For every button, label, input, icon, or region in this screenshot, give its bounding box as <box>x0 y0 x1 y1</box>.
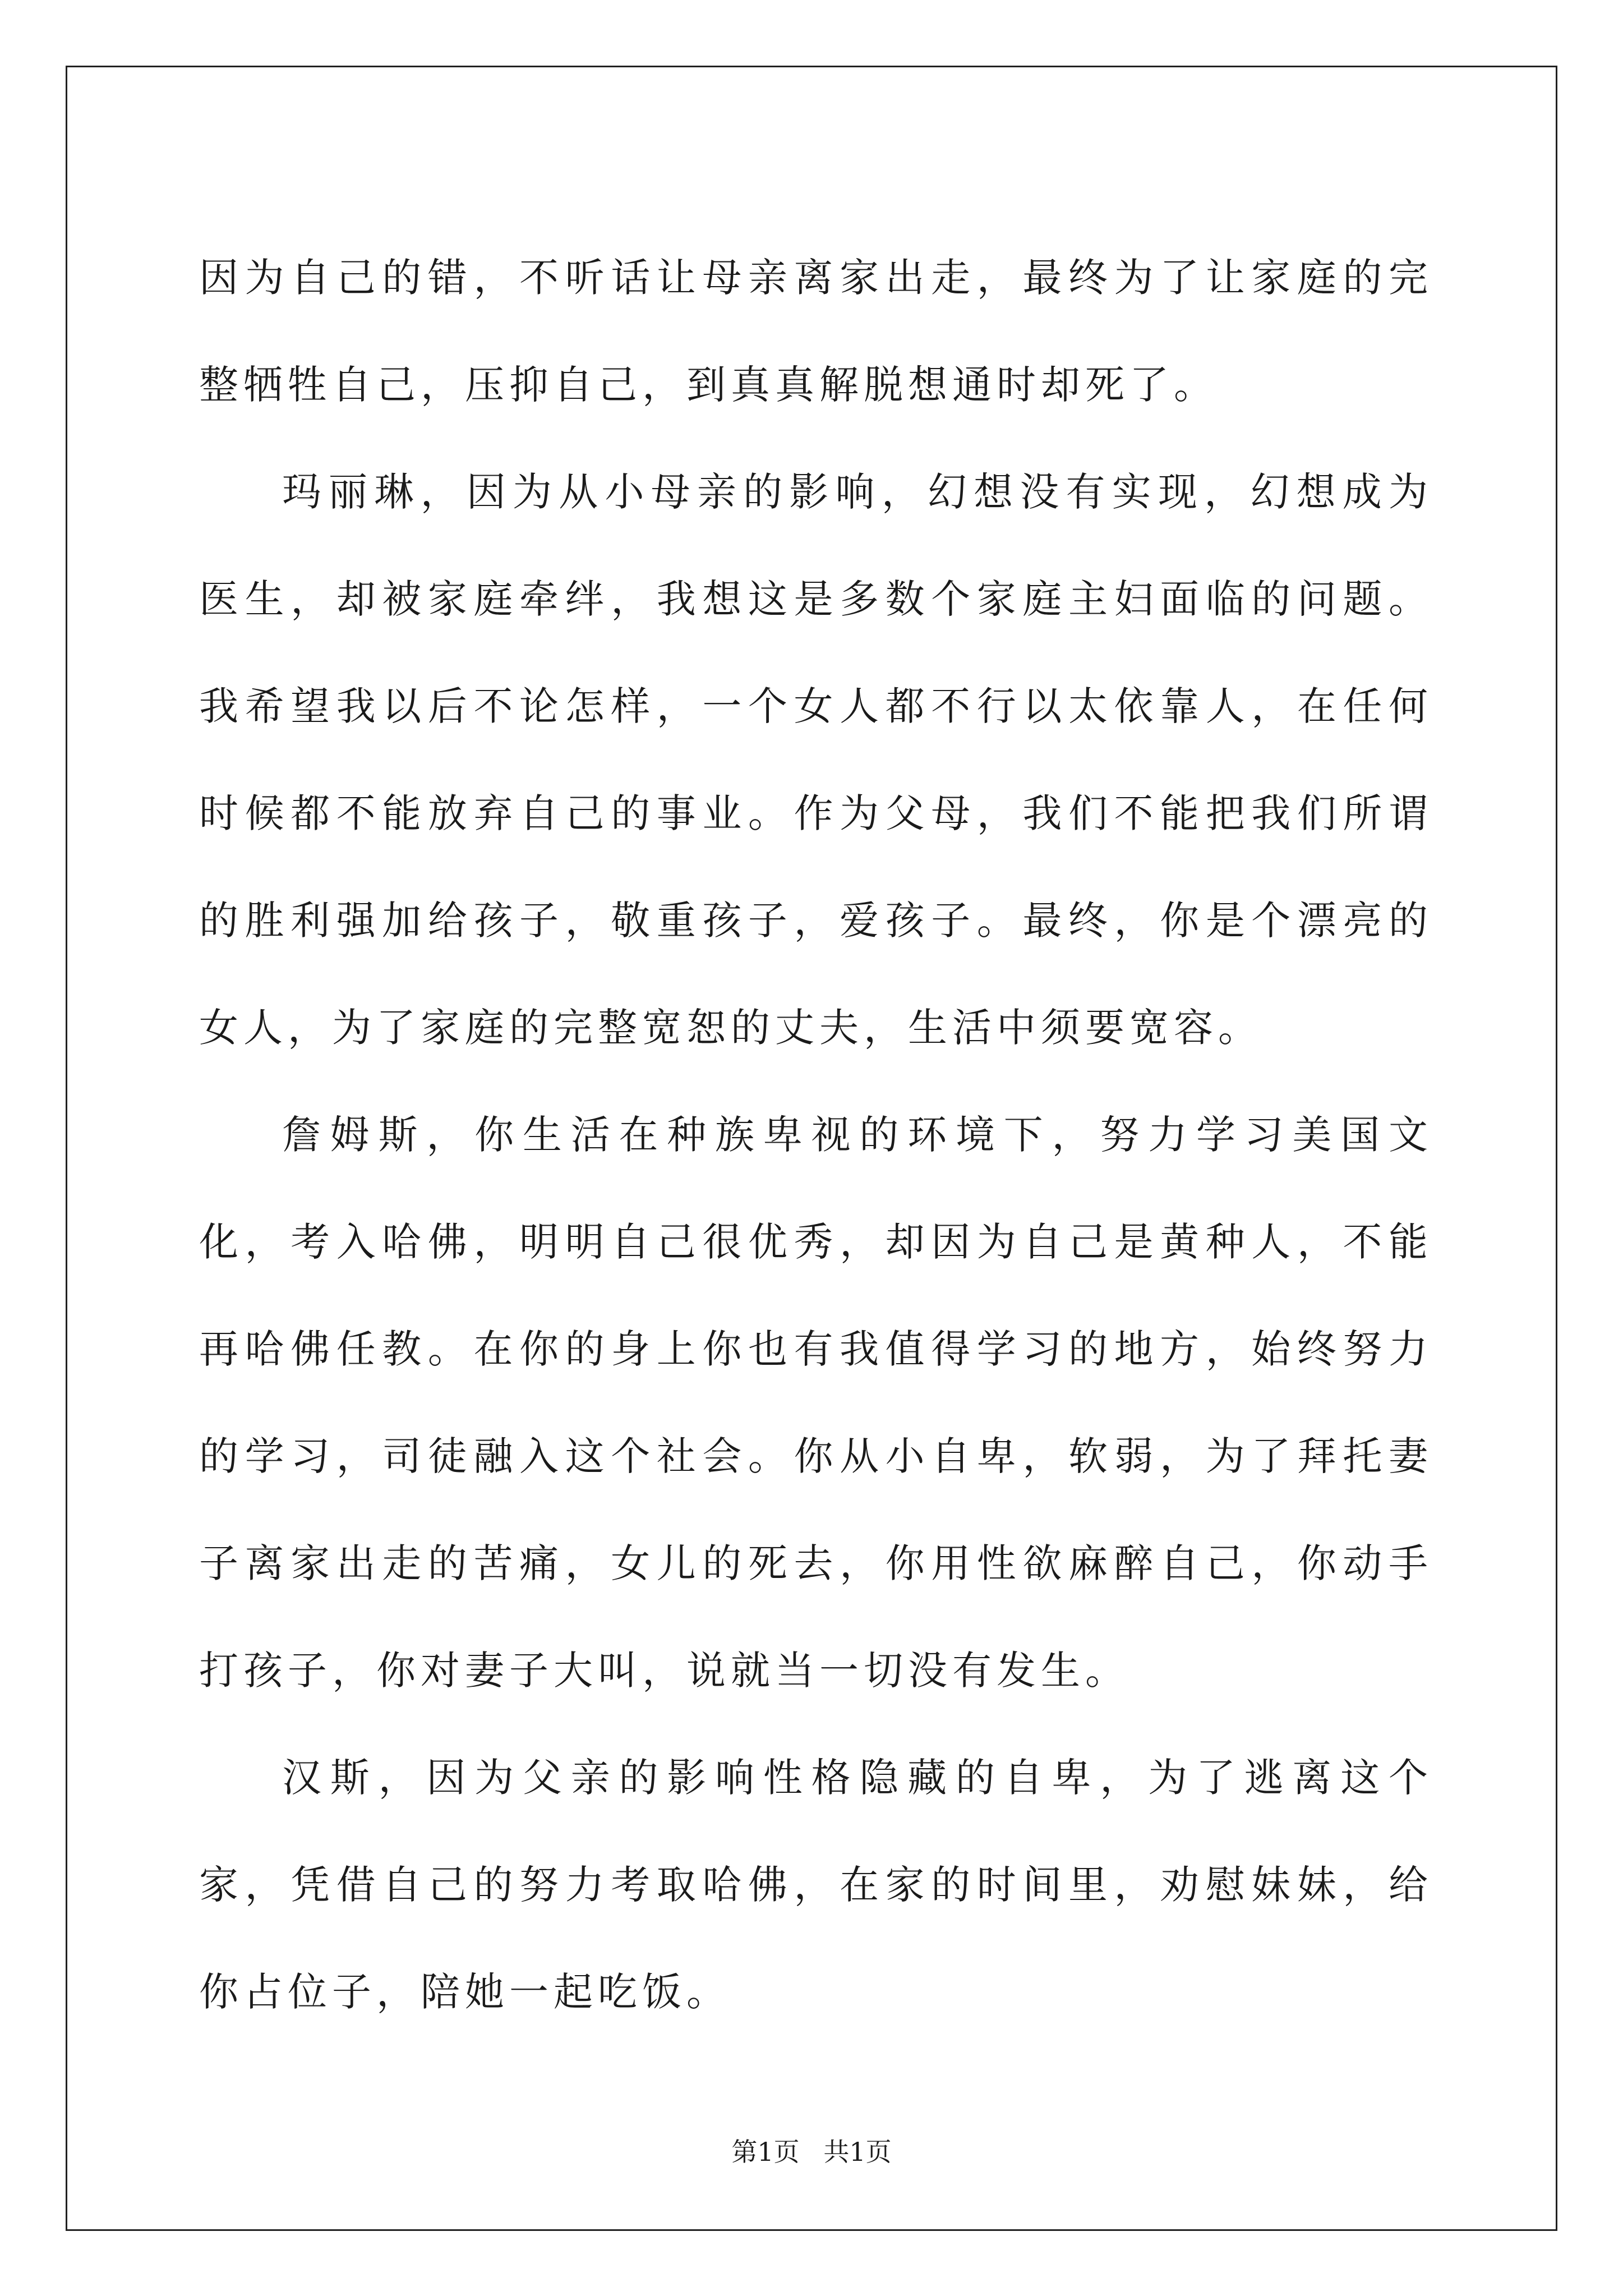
page-footer <box>0 2132 1623 2169</box>
paragraph-2: 玛丽琳，因为从小母亲的影响，幻想没有实现，幻想成为医生，却被家庭牵绊，我想这是多数个家庭主妇面临的问题。我希望我以后不论怎样，一个女人都不行以太依靠人，在任何时候都不能放弃自己的事业。作为父母，我们不能把我们所谓的胜利强加给孩子，敬重孩子，爱孩子。最终，你是个漂亮的女人，为了家庭的完整宽恕的丈夫，生活中须要宽容。 <box>199 469 1433 1051</box>
paragraph-1: 因为自己的错，不听话让母亲离家出走，最终为了让家庭的完整牺牲自己，压抑自己，到真真解脱想通时却死了。 <box>199 255 1433 408</box>
page-number-current: 第1页 <box>731 2137 800 2167</box>
page-number-total: 共1页 <box>823 2137 892 2167</box>
paragraph-4: 汉斯，因为父亲的影响性格隐藏的自卑，为了逃离这个家，凭借自己的努力考取哈佛，在家的时间里，劝慰妹妹，给你占位子，陪她一起吃饭。 <box>199 1755 1433 2015</box>
document-body <box>199 224 1433 2046</box>
paragraph-3: 詹姆斯，你生活在种族卑视的环境下，努力学习美国文化，考入哈佛，明明自己很优秀，却因为自己是黄种人，不能再哈佛任教。在你的身上你也有我值得学习的地方，始终努力的学习，司徒融入这个社会。你从小自卑，软弱，为了拜托妻子离家出走的苦痛，女儿的死去，你用性欲麻醉自己，你动手打孩子，你对妻子大叫，说就当一切没有发生。 <box>199 1112 1433 1694</box>
